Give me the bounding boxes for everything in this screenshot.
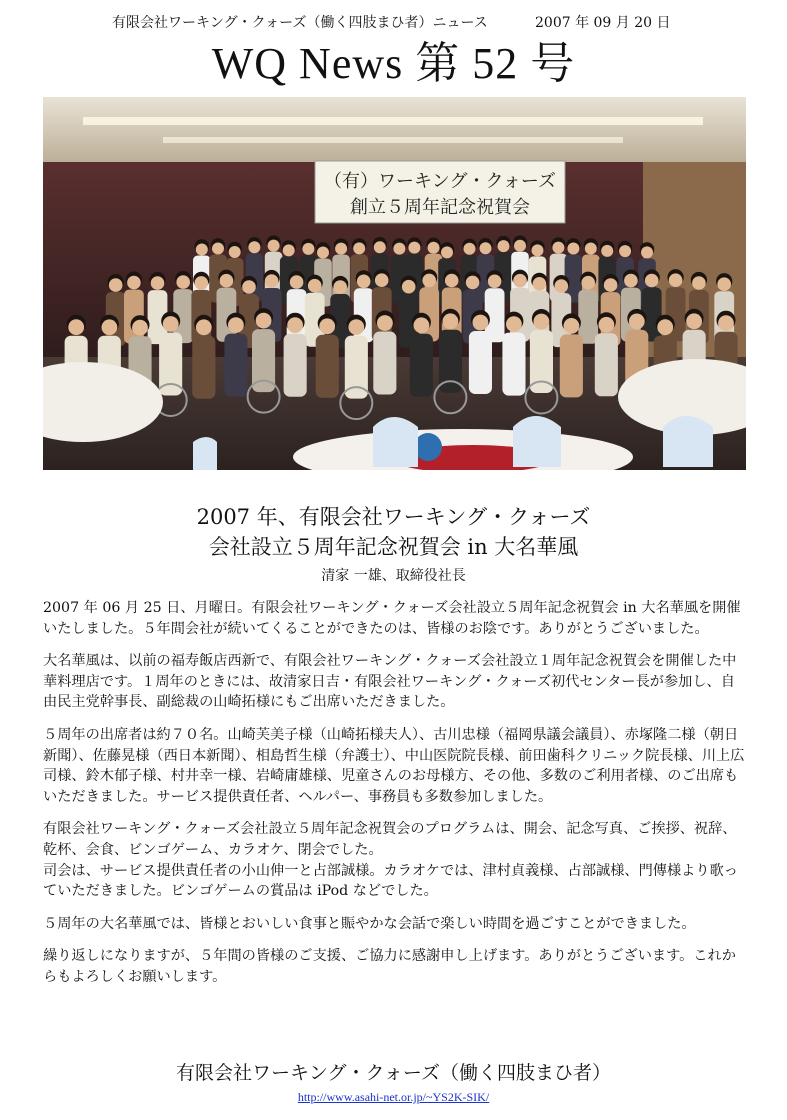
byline: 清家 一雄、取締役社長 bbox=[321, 568, 466, 584]
attendee-body bbox=[192, 336, 215, 399]
attendee-face bbox=[645, 274, 659, 288]
attendee-face bbox=[441, 246, 453, 258]
group-photo-illustration bbox=[43, 97, 746, 470]
attendee-face bbox=[686, 313, 702, 329]
attendee-face bbox=[242, 280, 256, 294]
attendee-body bbox=[284, 334, 307, 397]
masthead-organization: 有限会社ワーキング・クォーズ（働く四肢まひ者）ニュース bbox=[112, 15, 488, 31]
attendee-face bbox=[308, 279, 322, 293]
attendee-face bbox=[102, 319, 118, 335]
attendee-body bbox=[560, 334, 583, 397]
attendee-face bbox=[498, 240, 510, 252]
attendee-face bbox=[374, 241, 386, 253]
attendee-face bbox=[302, 243, 314, 255]
attendee-face bbox=[287, 317, 303, 333]
paragraph-5: 司会は、サービス提供責任者の小山伸一と占部誠様。カラオケでは、津村貞義様、占部誠様、門傳様より歌っていただきました。ビンゴゲームの賞品は iPod などでした。 bbox=[43, 862, 738, 900]
attendee-body bbox=[595, 333, 618, 396]
attendee-face bbox=[393, 243, 405, 255]
attendee-face bbox=[228, 317, 244, 333]
attendee-face bbox=[555, 279, 569, 293]
headline-line-1: 2007 年、有限会社ワーキング・クォーズ bbox=[196, 505, 591, 529]
attendee-body bbox=[469, 331, 492, 394]
attendee-face bbox=[132, 320, 148, 336]
banner-line-2: 創立５周年記念祝賀会 bbox=[350, 197, 530, 218]
attendee-face bbox=[506, 316, 522, 332]
article-body bbox=[43, 598, 749, 1000]
attendee-face bbox=[692, 276, 706, 290]
attendee-face bbox=[564, 318, 580, 334]
footer-website-link[interactable]: http://www.asahi-net.or.jp/~YS2K-SIK/ bbox=[297, 1090, 490, 1104]
attendee-face bbox=[375, 273, 389, 287]
attendee-face bbox=[422, 274, 436, 288]
attendee-face bbox=[717, 277, 731, 291]
attendee-face bbox=[196, 319, 212, 335]
attendee-face bbox=[514, 240, 526, 252]
attendee-face bbox=[163, 316, 179, 332]
attendee-face bbox=[464, 243, 476, 255]
footer-organization: 有限会社ワーキング・クォーズ（働く四肢まひ者） bbox=[176, 1062, 611, 1084]
attendee-face bbox=[480, 242, 492, 254]
attendee-face bbox=[585, 243, 597, 255]
attendee-face bbox=[290, 275, 304, 289]
attendee-face bbox=[196, 244, 208, 256]
attendee-face bbox=[268, 240, 280, 252]
headline-line-2: 会社設立５周年記念祝賀会 in 大名華風 bbox=[208, 535, 579, 559]
attendee-body bbox=[224, 334, 247, 397]
attendee-face bbox=[408, 242, 420, 254]
attendee-body bbox=[410, 334, 433, 397]
attendee-face bbox=[377, 315, 393, 331]
paragraph-6: ５周年の大名華風では、皆様とおいしい食事と賑やかな会話で楽しい時間を過ごすことができました。 bbox=[43, 915, 696, 932]
attendee-face bbox=[195, 276, 209, 290]
attendee-face bbox=[348, 319, 364, 335]
attendee-face bbox=[335, 243, 347, 255]
paragraph-3: ５周年の出席者は約７０名。山崎芙美子様（山崎拓様夫人）、古川忠様（福岡県議会議員）、赤塚隆二様（朝日新聞）、佐藤晃様（西日本新聞）、相島哲生様（弁護士）、中山医院院長様、前田歯科クリニック院長様、川上広司様、鈴木郁子様、村井幸一様、岩崎庸雄様、児童さんのお母様方、その他、多数のご利用者様、のご出席もいただきました。サービス提供責任者、ヘルパー、事務員も多数参加しました。 bbox=[43, 726, 745, 805]
newsletter-title: WQ News 第 52 号 bbox=[211, 39, 576, 88]
attendee-face bbox=[445, 274, 459, 288]
attendee-body bbox=[578, 290, 598, 344]
attendee-face bbox=[151, 276, 165, 290]
attendee-face bbox=[567, 243, 579, 255]
paragraph-1: 2007 年 06 月 25 日、月曜日。有限会社ワーキング・クォーズ会社設立５周年記念祝賀会 in 大名華風を開催いたしました。５年間会社が続いてくることができたのは、皆様のお陰です。ありがとうございました。 bbox=[43, 600, 741, 637]
attendee-face bbox=[220, 274, 234, 288]
masthead-date: 2007 年 09 月 20 日 bbox=[535, 15, 671, 31]
attendee-face bbox=[256, 313, 272, 329]
attendee-face bbox=[718, 315, 734, 331]
attendee-face bbox=[599, 317, 615, 333]
attendee-face bbox=[333, 280, 347, 294]
attendee-face bbox=[283, 244, 295, 256]
attendee-face bbox=[629, 314, 645, 330]
attendee-face bbox=[212, 243, 224, 255]
attendee-face bbox=[534, 314, 550, 330]
attendee-face bbox=[552, 242, 564, 254]
paragraph-7: 繰り返しになりますが、５年間の皆様のご支援、ご協力に感謝申し上げます。ありがとうございます。これからもよろしくお願いします。 bbox=[43, 948, 736, 985]
attendee-body bbox=[502, 333, 525, 396]
attendee-face bbox=[127, 276, 141, 290]
attendee-face bbox=[229, 246, 241, 258]
attendee-face bbox=[513, 274, 527, 288]
attendee-face bbox=[176, 275, 190, 289]
attendee-face bbox=[353, 242, 365, 254]
paragraph-4: 有限会社ワーキング・クォーズ会社設立５周年記念祝賀会のプログラムは、開会、記念写真、ご挨拶、祝辞、乾杯、会食、ビンゴゲーム、カラオケ、閉会でした。 bbox=[43, 821, 737, 858]
attendee-face bbox=[109, 278, 123, 292]
attendee-face bbox=[601, 245, 613, 257]
attendee-face bbox=[669, 273, 683, 287]
attendee-face bbox=[319, 318, 335, 334]
attendee-face bbox=[533, 277, 547, 291]
masthead bbox=[0, 12, 787, 36]
attendee-face bbox=[265, 274, 279, 288]
attendee-face bbox=[624, 274, 638, 288]
attendee-face bbox=[248, 241, 260, 253]
paragraph-2: 大名華風は、以前の福寿飯店西新で、有限会社ワーキング・クォーズ会社設立１周年記念祝賀会を開催した中華料理店です。１周年のときには、故清家日吉・有限会社ワーキング・クォーズ初代センター長が参加し、自由民主党幹事長、副総裁の山崎拓様にもご出席いただきました。 bbox=[43, 653, 737, 711]
attendee-face bbox=[357, 275, 371, 289]
attendee-face bbox=[657, 319, 673, 335]
attendee-face bbox=[604, 278, 618, 292]
attendee-face bbox=[641, 246, 653, 258]
attendee-face bbox=[317, 247, 329, 259]
attendee-face bbox=[488, 275, 502, 289]
attendee-face bbox=[619, 245, 631, 257]
attendee-face bbox=[428, 242, 440, 254]
attendee-face bbox=[414, 317, 430, 333]
attendee-face bbox=[68, 319, 84, 335]
banner-line-1: （有）ワーキング・クォーズ bbox=[323, 171, 557, 192]
attendee-face bbox=[473, 315, 489, 331]
attendee-face bbox=[443, 313, 459, 329]
attendee-face bbox=[532, 244, 544, 256]
attendee-face bbox=[581, 276, 595, 290]
attendee-body bbox=[373, 332, 396, 395]
attendee-face bbox=[466, 276, 480, 290]
attendee-face bbox=[402, 280, 416, 294]
attendee-body bbox=[316, 335, 339, 398]
group-photo bbox=[43, 97, 746, 470]
